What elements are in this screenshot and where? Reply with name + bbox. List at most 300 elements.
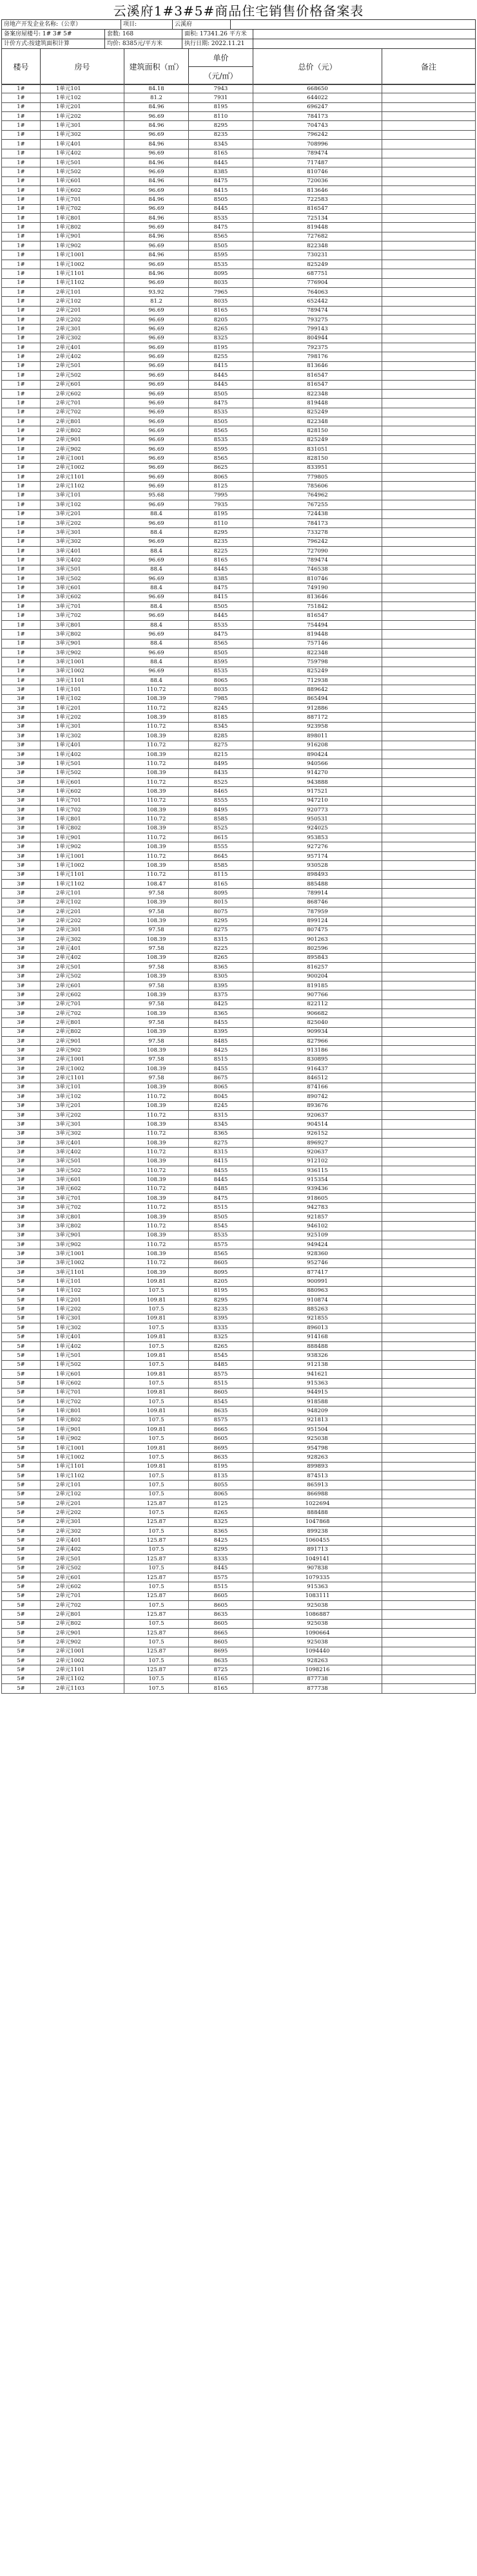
cell-building: 5# [2,1629,41,1638]
cell-unit-price: 8295 [189,916,253,925]
cell-remark [382,620,476,629]
cell-building: 5# [2,1462,41,1471]
cell-room: 3单元501 [41,565,124,574]
table-row [2,1600,476,1609]
table-row [2,426,476,435]
cell-area: 125.87 [124,1665,189,1674]
table-row [2,1092,476,1101]
cell-building: 1# [2,278,41,287]
cell-area: 110.72 [124,1240,189,1249]
header-unit-price: 单价 [189,49,253,67]
cell-unit-price: 7985 [189,694,253,703]
cell-remark [382,879,476,888]
cell-building: 1# [2,204,41,213]
cell-building: 5# [2,1305,41,1314]
cell-total: 920637 [253,1148,382,1157]
cell-building: 3# [2,1046,41,1055]
cell-remark [382,1083,476,1092]
cell-building: 5# [2,1379,41,1388]
cell-total: 846512 [253,1074,382,1083]
cell-total: 925038 [253,1434,382,1443]
table-row [2,889,476,898]
cell-area: 108.39 [124,1194,189,1203]
cell-unit-price: 8325 [189,1332,253,1341]
blank-cell [253,39,476,49]
cell-total: 785606 [253,482,382,491]
cell-total: 764063 [253,287,382,296]
cell-building: 3# [2,713,41,722]
cell-room: 3单元1002 [41,1258,124,1267]
cell-remark [382,1527,476,1536]
cell-building: 1# [2,371,41,380]
cell-total: 895843 [253,953,382,962]
cell-room: 1单元1101 [41,870,124,879]
cell-building: 1# [2,149,41,158]
table-row [2,648,476,657]
cell-remark [382,935,476,944]
price-table [1,84,476,1694]
cell-remark [382,176,476,185]
header-remark: 备注 [382,49,476,85]
cell-remark [382,167,476,176]
cell-area: 110.72 [124,1092,189,1101]
table-row [2,1656,476,1665]
cell-area: 108.39 [124,898,189,907]
cell-unit-price: 8425 [189,999,253,1009]
cell-total: 888488 [253,1341,382,1350]
cell-area: 108.39 [124,713,189,722]
cell-unit-price: 8315 [189,1148,253,1157]
cell-area: 96.69 [124,611,189,620]
cell-remark [382,509,476,518]
cell-unit-price: 8485 [189,1037,253,1046]
cell-room: 2单元702 [41,1009,124,1018]
cell-room: 2单元502 [41,371,124,380]
cell-total: 704743 [253,121,382,130]
cell-room: 1单元302 [41,130,124,139]
cell-building: 3# [2,925,41,934]
cell-room: 2单元502 [41,1564,124,1573]
cell-remark [382,602,476,611]
cell-total: 751842 [253,602,382,611]
table-row [2,1296,476,1305]
table-row [2,1129,476,1138]
cell-room: 3单元1001 [41,1249,124,1258]
table-row [2,185,476,194]
table-row [2,694,476,703]
cell-building: 5# [2,1351,41,1360]
cell-room: 3单元701 [41,1194,124,1203]
cell-room: 3单元902 [41,648,124,657]
table-row [2,491,476,500]
cell-remark [382,685,476,694]
cell-total: 877417 [253,1268,382,1277]
table-row [2,1582,476,1591]
table-row [2,676,476,685]
table-row [2,287,476,296]
table-row [2,935,476,944]
cell-building: 5# [2,1434,41,1443]
cell-area: 125.87 [124,1610,189,1619]
cell-area: 110.72 [124,1110,189,1119]
cell-total: 784173 [253,112,382,121]
cell-remark [382,1203,476,1212]
cell-room: 1单元902 [41,1434,124,1443]
cell-room: 1单元302 [41,1323,124,1332]
cell-remark [382,102,476,111]
cell-remark [382,1665,476,1674]
cell-unit-price: 8165 [189,1674,253,1683]
cell-building: 3# [2,1009,41,1018]
cell-total: 912138 [253,1360,382,1369]
cell-room: 1单元702 [41,1397,124,1406]
cell-room: 3单元601 [41,1175,124,1184]
cell-room: 1单元702 [41,806,124,815]
table-row [2,1286,476,1295]
cell-remark [382,1305,476,1314]
cell-area: 107.5 [124,1416,189,1425]
cell-unit-price: 8345 [189,1120,253,1129]
cell-unit-price: 8065 [189,473,253,482]
cell-remark [382,454,476,463]
cell-total: 896927 [253,1138,382,1147]
cell-remark [382,1110,476,1119]
cell-total: 887172 [253,713,382,722]
table-row [2,380,476,389]
cell-building: 5# [2,1582,41,1591]
cell-total: 727682 [253,232,382,241]
cell-remark [382,916,476,925]
cell-total: 807475 [253,925,382,934]
cell-area: 84.96 [124,176,189,185]
filing-cell [2,30,105,39]
cell-unit-price: 8465 [189,787,253,796]
cell-area: 108.39 [124,732,189,741]
cell-remark [382,1406,476,1416]
cell-unit-price: 8505 [189,602,253,611]
cell-unit-price: 8495 [189,806,253,815]
cell-unit-price: 8295 [189,121,253,130]
cell-unit-price: 8475 [189,176,253,185]
table-row [2,546,476,555]
cell-building: 3# [2,824,41,833]
date-cell [182,39,253,49]
cell-room: 1单元101 [41,1277,124,1286]
header-area: 建筑面积（㎡） [124,49,189,85]
cell-area: 108.39 [124,1249,189,1258]
cell-total: 880963 [253,1286,382,1295]
cell-room: 3单元901 [41,1231,124,1240]
cell-total: 866988 [253,1490,382,1499]
table-row [2,704,476,713]
cell-building: 3# [2,842,41,851]
cell-building: 3# [2,694,41,703]
cell-area: 110.72 [124,685,189,694]
cell-area: 96.69 [124,389,189,398]
cell-building: 5# [2,1508,41,1517]
cell-building: 3# [2,1184,41,1193]
cell-area: 110.72 [124,777,189,786]
cell-room: 2单元301 [41,325,124,334]
table-row [2,574,476,583]
cell-area: 84.96 [124,195,189,204]
cell-unit-price: 8535 [189,214,253,223]
cell-area: 108.39 [124,1175,189,1184]
cell-unit-price: 8665 [189,1629,253,1638]
table-row [2,334,476,343]
cell-remark [382,1296,476,1305]
cell-building: 1# [2,242,41,251]
cell-unit-price: 8385 [189,574,253,583]
cell-total: 819448 [253,399,382,408]
cell-remark [382,648,476,657]
cell-area: 97.58 [124,907,189,916]
cell-room: 1单元501 [41,759,124,768]
table-row [2,1499,476,1508]
cell-room: 1单元101 [41,84,124,93]
cell-building: 1# [2,426,41,435]
cell-unit-price: 8505 [189,195,253,204]
cell-room: 3单元301 [41,1120,124,1129]
cell-room: 2单元102 [41,1490,124,1499]
cell-remark [382,1166,476,1175]
cell-total: 918605 [253,1194,382,1203]
cell-unit-price: 8565 [189,232,253,241]
cell-room: 1单元602 [41,185,124,194]
cell-building: 3# [2,972,41,981]
cell-total: 733278 [253,528,382,537]
cell-room: 3单元1101 [41,1268,124,1277]
cell-unit-price: 8535 [189,667,253,676]
cell-building: 3# [2,963,41,972]
cell-total: 868746 [253,898,382,907]
cell-area: 125.87 [124,1499,189,1508]
cell-unit-price: 8225 [189,546,253,555]
cell-total: 899124 [253,916,382,925]
cell-room: 1单元602 [41,787,124,796]
cell-total: 725134 [253,214,382,223]
table-row [2,278,476,287]
cell-building: 3# [2,685,41,694]
cell-room: 1单元201 [41,102,124,111]
cell-room: 2单元102 [41,898,124,907]
table-row [2,963,476,972]
cell-room: 3单元801 [41,1212,124,1221]
cell-total: 784173 [253,518,382,527]
cell-building: 1# [2,380,41,389]
cell-building: 3# [2,1194,41,1203]
cell-room: 1单元701 [41,195,124,204]
cell-room: 1单元801 [41,214,124,223]
cell-remark [382,417,476,426]
cell-room: 2单元1002 [41,1656,124,1665]
cell-area: 110.72 [124,1148,189,1157]
cell-area: 108.39 [124,694,189,703]
cell-remark [382,1499,476,1508]
cell-total: 907766 [253,990,382,999]
cell-building: 1# [2,93,41,102]
table-row [2,1138,476,1147]
cell-unit-price: 8315 [189,1110,253,1119]
cell-area: 96.69 [124,500,189,509]
cell-unit-price: 8555 [189,796,253,805]
table-row [2,592,476,601]
cell-unit-price: 8035 [189,278,253,287]
table-row [2,232,476,241]
cell-building: 1# [2,611,41,620]
cell-remark [382,518,476,527]
cell-unit-price: 8445 [189,1175,253,1184]
cell-remark [382,861,476,870]
cell-room: 1单元1002 [41,260,124,269]
cell-unit-price: 8575 [189,1573,253,1582]
cell-area: 107.5 [124,1490,189,1499]
cell-remark [382,130,476,139]
cell-building: 3# [2,1212,41,1221]
table-row [2,750,476,759]
cell-total: 885488 [253,879,382,888]
cell-room: 2单元602 [41,1582,124,1591]
date-value: 2022.11.21 [211,41,245,47]
cell-remark [382,315,476,324]
cell-remark [382,93,476,102]
price-table-body [2,84,476,1694]
cell-room: 2单元802 [41,1027,124,1036]
table-row [2,473,476,482]
cell-area: 84.18 [124,84,189,93]
cell-building: 1# [2,325,41,334]
cell-area: 110.72 [124,870,189,879]
cell-unit-price: 8695 [189,1647,253,1656]
cell-building: 3# [2,1268,41,1277]
cell-total: 830895 [253,1055,382,1064]
project-label: 项目: [121,20,173,30]
table-row [2,777,476,786]
cell-unit-price: 8215 [189,750,253,759]
cell-total: 1049141 [253,1555,382,1564]
cell-building: 3# [2,796,41,805]
cell-unit-price: 8245 [189,704,253,713]
cell-building: 1# [2,214,41,223]
cell-unit-price: 8235 [189,130,253,139]
cell-building: 3# [2,907,41,916]
cell-unit-price: 8535 [189,1231,253,1240]
cell-room: 1单元402 [41,750,124,759]
cell-remark [382,1341,476,1350]
cell-unit-price: 8065 [189,1083,253,1092]
cell-room: 3单元1001 [41,658,124,667]
cell-total: 904514 [253,1120,382,1129]
cell-building: 3# [2,759,41,768]
cell-room: 3单元101 [41,491,124,500]
area-label: 面积: [184,31,199,37]
cell-unit-price: 8635 [189,1453,253,1462]
cell-total: 798176 [253,352,382,361]
table-row [2,1462,476,1471]
cell-unit-price: 8535 [189,408,253,417]
cell-room: 2单元701 [41,999,124,1009]
cell-area: 96.69 [124,361,189,370]
cell-area: 107.5 [124,1638,189,1647]
cell-area: 110.72 [124,722,189,731]
cell-remark [382,1453,476,1462]
cell-unit-price: 8525 [189,777,253,786]
table-row [2,1665,476,1674]
cell-room: 1单元701 [41,1388,124,1397]
cell-remark [382,1591,476,1600]
cell-remark [382,1629,476,1638]
cell-area: 88.4 [124,602,189,611]
table-row [2,1629,476,1638]
cell-total: 816547 [253,611,382,620]
method-cell [2,39,105,49]
cell-remark [382,1369,476,1378]
cell-building: 5# [2,1332,41,1341]
table-row [2,741,476,750]
cell-building: 1# [2,260,41,269]
cell-remark [382,953,476,962]
cell-room: 2单元301 [41,925,124,934]
cell-total: 652442 [253,297,382,306]
cell-room: 2单元302 [41,1527,124,1536]
cell-room: 2单元301 [41,1517,124,1526]
cell-total: 930528 [253,861,382,870]
cell-total: 924025 [253,824,382,833]
cell-area: 125.87 [124,1647,189,1656]
cell-total: 951504 [253,1425,382,1434]
cell-unit-price: 8335 [189,1555,253,1564]
cell-total: 927276 [253,842,382,851]
cell-remark [382,242,476,251]
table-row [2,898,476,907]
cell-total: 957174 [253,851,382,860]
cell-area: 97.58 [124,925,189,934]
cell-total: 914168 [253,1332,382,1341]
cell-room: 1单元401 [41,1332,124,1341]
cell-room: 1单元102 [41,694,124,703]
cell-room: 2单元202 [41,315,124,324]
cell-total: 941621 [253,1369,382,1378]
cell-remark [382,592,476,601]
cell-unit-price: 8545 [189,1397,253,1406]
cell-room: 2单元1001 [41,1055,124,1064]
cell-remark [382,1397,476,1406]
cell-total: 789474 [253,556,382,565]
cell-room: 3单元702 [41,611,124,620]
cell-room: 1单元502 [41,1360,124,1369]
cell-building: 1# [2,112,41,121]
cell-room: 3单元702 [41,1203,124,1212]
cell-building: 3# [2,704,41,713]
cell-area: 96.69 [124,334,189,343]
cell-area: 97.58 [124,1055,189,1064]
cell-room: 2单元401 [41,944,124,953]
cell-remark [382,399,476,408]
cell-room: 1单元602 [41,1379,124,1388]
cell-room: 2单元201 [41,907,124,916]
cell-room: 3单元601 [41,583,124,592]
table-row [2,371,476,380]
cell-remark [382,870,476,879]
cell-total: 727090 [253,546,382,555]
cell-building: 3# [2,990,41,999]
cell-unit-price: 8095 [189,889,253,898]
cell-remark [382,1619,476,1628]
cell-area: 96.69 [124,463,189,472]
cell-area: 110.72 [124,833,189,842]
cell-area: 108.39 [124,1212,189,1221]
cell-area: 93.92 [124,287,189,296]
